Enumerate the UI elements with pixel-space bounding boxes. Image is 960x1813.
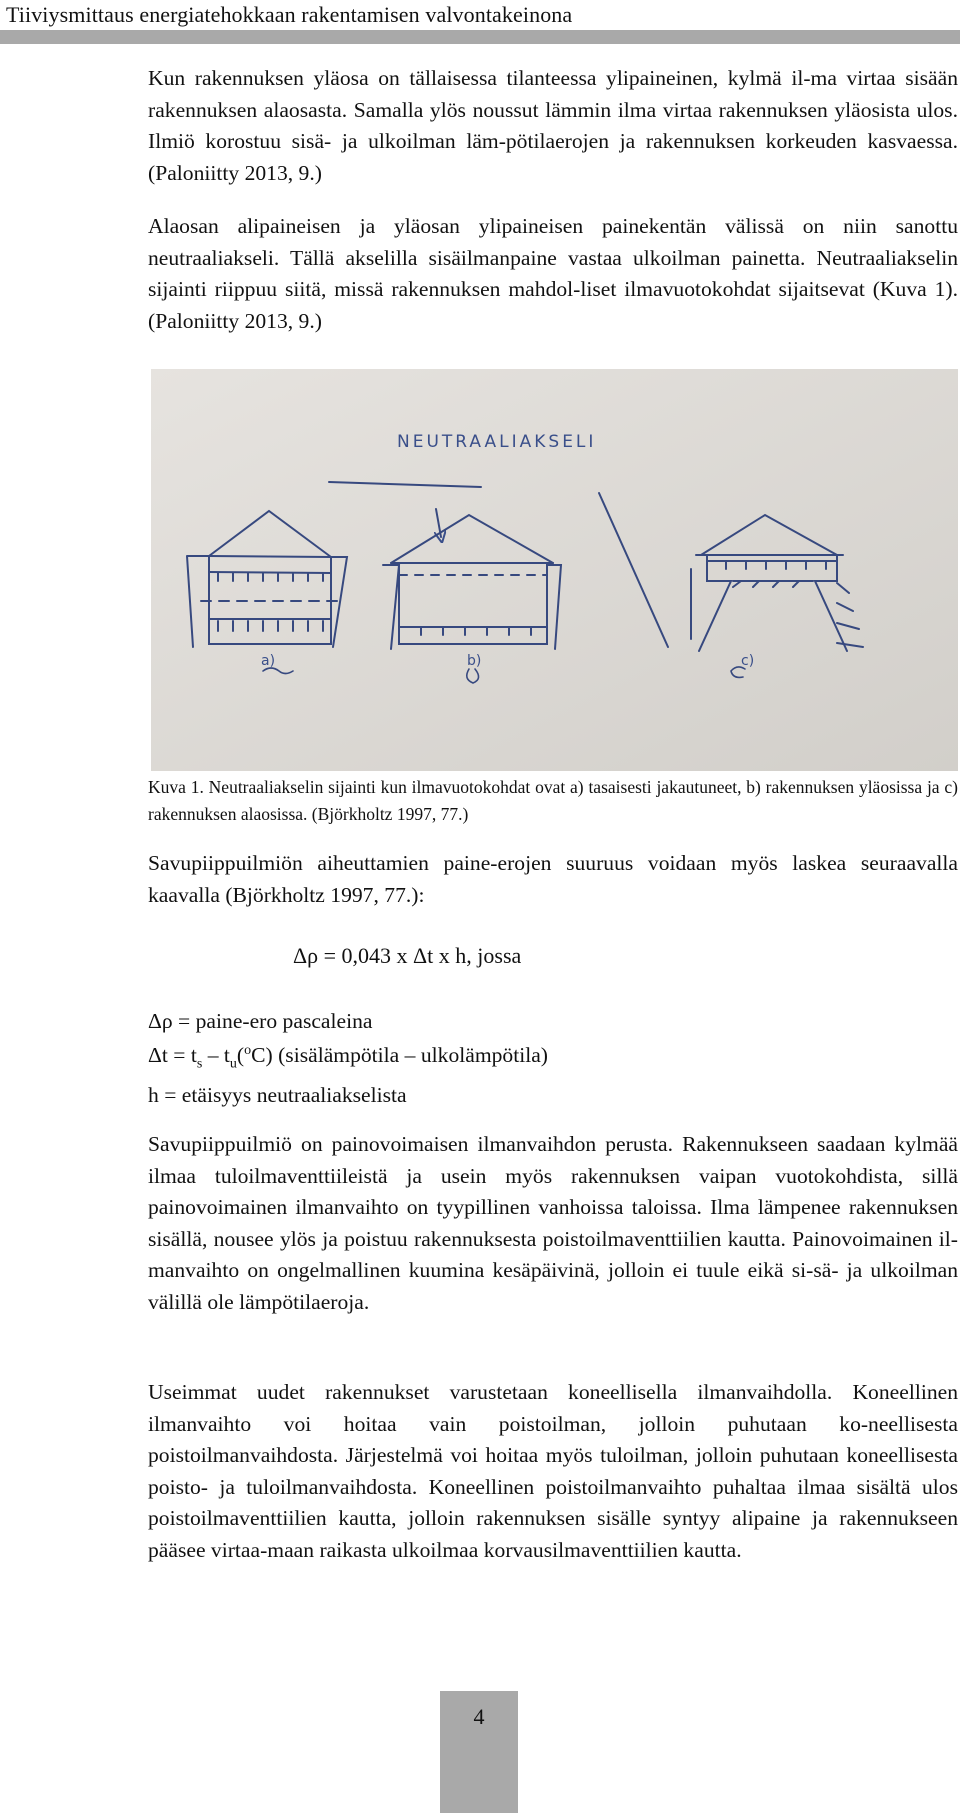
definition-pressure: Δρ = paine-ero pascaleina [148,1009,373,1033]
page-number: 4 [473,1704,485,1729]
figure-neutral-axis-sketch [151,369,958,771]
superscript-degree: o [244,1043,252,1058]
formula-definitions [148,1006,548,1110]
definition-temperature-open: ( [236,1043,245,1068]
figure-caption: Kuva 1. Neutraaliakselin sijainti kun ilmavuotokohdat ovat a) tasaisesti jakautuneet, b) rakennuksen yläosissa ja c) rakennuksen alaosissa. (Björkholtz 1997, 77.) [148,777,958,824]
label-a: a) [261,653,276,669]
subscript-u: u [229,1056,237,1072]
paragraph-stack-effect: Kun rakennuksen yläosa on tällaisessa tilanteessa ylipaineinen, kylmä il-ma virtaa sisään rakennuksen alaosasta. Samalla ylös noussut lämmin ilma virtaa rakennuksen yläosista ulos. Ilmiö korostuu sisä- ja ulkoilman läm-pötilaerojen ja rakennuksen korkeuden kasvaessa. (Paloniitty 2013, 9.) [148,66,958,185]
subscript-s: s [196,1056,203,1072]
definition-temperature [148,1036,548,1080]
definition-height: h = etäisyys neutraaliakselista [148,1082,407,1107]
document-title: Tiiviysmittaus energiatehokkaan rakentamisen valvontakeinona [6,2,573,27]
label-b: b) [467,653,482,669]
document-header [0,0,960,44]
label-c: c) [741,653,755,669]
paragraph-neutral-axis: Alaosan alipaineisen ja yläosan ylipaineisen painekentän välissä on niin sanottu neutraaliakseli. Tällä akselilla sisäilmanpaine vastaa ulkoilman painetta. Neutraaliakselin sijainti riippuu siitä, missä rakennuksen mahdol-liset ilmavuotokohdat sijaitsevat (Kuva 1). (Paloniitty 2013, 9.) [148,214,958,333]
paragraph-mechanical-ventilation: Useimmat uudet rakennukset varustetaan koneellisella ilmanvaihdolla. Koneellinen ilmanvaihto voi hoitaa vain poistoilman, jolloin puhutaan ko-neellisesta poistoilmanvaihdosta. Järjestelmä voi hoitaa myös tuloilman, jolloin puhutaan koneellisesta poisto- ja tuloilmanvaihdosta. Koneellinen poistoilmanvaihto puhaltaa ilmaa sisältä ulos poistoilmaventtiilien kautta, jolloin rakennuksen sisälle syntyy alipaine ja rakennukseen pääsee virtaa-maan raikasta ulkoilmaa korvausilmaventtiilien kautta. [148,1380,958,1562]
paragraph-formula-intro: Savupiippuilmiön aiheuttamien paine-erojen suuruus voidaan myös laskea seuraavalla kaavalla (Björkholtz 1997, 77.): [148,851,958,907]
paragraph-natural-ventilation: Savupiippuilmiö on painovoimaisen ilmanvaihdon perusta. Rakennukseen saadaan kylmää ilmaa tuloilmaventtiileistä ja usein myös rakennuksen vaipan vuotokohdista, sillä painovoimainen ilmanvaihto on tyypillinen vanhoissa taloissa. Ilma lämpenee rakennuksen sisällä, nousee ylös ja poistuu rakennuksesta poistoilmaventtiilien kautta. Painovoimainen il-manvaihto on ongelmallinen kuumina kesäpäivinä, jolloin ei tuule eikä si-sä- ja ulkoilman välillä ole lämpötilaeroja. [148,1132,958,1314]
definition-temperature-mid: – t [202,1043,230,1068]
label-neutral-axis: NEUTRAALIAKSELI [397,432,597,452]
header-rule [0,30,960,44]
definition-temperature-post: C) (sisälämpötila – ulkolämpötila) [251,1043,548,1068]
sketch-drawing [151,369,958,771]
definition-temperature-pre: Δt = t [148,1043,197,1068]
page-number-box [440,1691,518,1813]
formula: Δρ = 0,043 x Δt x h, jossa [293,943,522,968]
